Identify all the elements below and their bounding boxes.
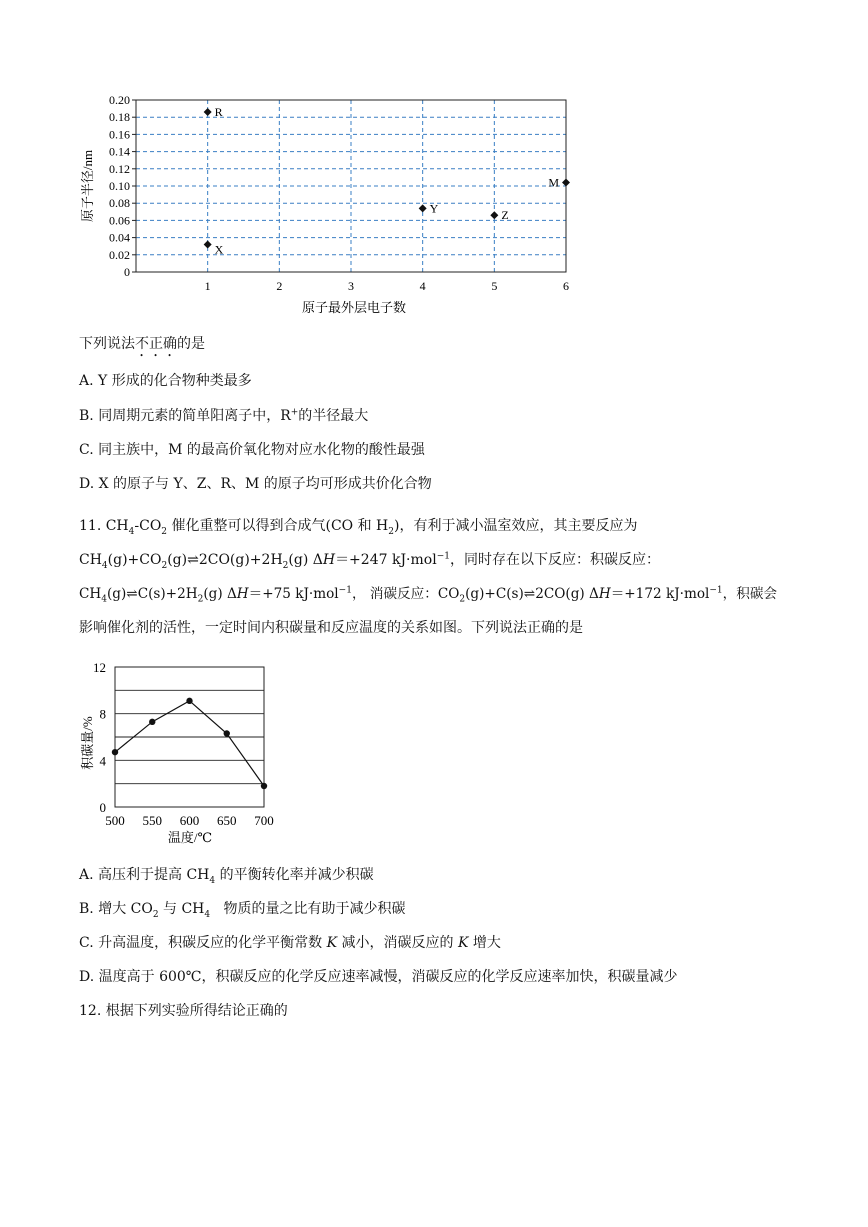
y-tick-label: 0.10 xyxy=(109,179,130,193)
y-tick-label: 0.08 xyxy=(109,196,130,211)
q11-option-b: B. 增大 $CO_2$ 与 $CH_4$ 物质的量之比有助于减少积碳 xyxy=(79,901,406,920)
q10-stem-pre: 下列说法 xyxy=(79,336,135,352)
q12-stem: 12. 根据下列实验所得结论正确的 xyxy=(79,1003,288,1019)
chart1-xlabel: 原子最外层电子数 xyxy=(301,300,407,315)
chart2-ylabel: 积碳量/% xyxy=(80,716,95,770)
point-m xyxy=(562,179,570,187)
y-tick-label: 0 xyxy=(99,800,106,815)
q10-option-c: C. 同主族中，M 的最高价氧化物对应水化物的酸性最强 xyxy=(79,442,425,458)
x-tick-label: 5 xyxy=(491,279,498,293)
carbon-deposition-chart xyxy=(78,656,288,851)
x-tick-label: 3 xyxy=(348,279,354,293)
y-tick-label: 0.16 xyxy=(109,127,130,142)
atomic-radius-chart xyxy=(70,88,590,323)
y-tick-label: 0.14 xyxy=(109,144,130,159)
q10-b-post: 的半径最大 xyxy=(298,408,369,424)
q11-line-2: $CH_4(g)+CO_2(g)\rightleftharpoons 2CO(g)+2H_2(g)$ ΔH＝+247 kJ·mol$^{-1}$，同时存在以下反应：积碳反应： xyxy=(79,551,660,571)
x-tick-label: 6 xyxy=(563,279,569,293)
x-tick-label: 550 xyxy=(142,813,162,828)
y-tick-label: 4 xyxy=(99,753,106,769)
point-y xyxy=(419,204,427,212)
q10-stem xyxy=(79,334,205,360)
data-point xyxy=(261,783,267,789)
q11-option-d: D. 温度高于 600℃，积碳反应的化学反应速率减慢，消碳反应的化学反应速率加快，积碳量减少 xyxy=(79,969,678,985)
x-tick-label: 500 xyxy=(105,813,125,828)
x-tick-label: 4 xyxy=(419,279,426,293)
y-tick-label: 0.18 xyxy=(109,110,130,125)
x-tick-label: 650 xyxy=(217,813,237,828)
chart2-xlabel: 温度/℃ xyxy=(167,830,213,845)
y-tick-label: 0.02 xyxy=(109,247,130,262)
point-label-m: M xyxy=(548,175,559,190)
point-label-x: X xyxy=(214,242,224,257)
q11-line-4: 影响催化剂的活性，一定时间内积碳量和反应温度的关系如图。下列说法正确的是 xyxy=(79,620,583,636)
x-tick-label: 700 xyxy=(254,813,274,828)
point-x xyxy=(204,240,212,248)
point-label-z: Z xyxy=(501,208,509,223)
q10-option-a: A. Y 形成的化合物种类最多 xyxy=(79,373,252,389)
data-point xyxy=(112,749,118,755)
y-tick-label: 0.06 xyxy=(109,213,130,228)
point-label-r: R xyxy=(214,105,223,120)
x-tick-label: 2 xyxy=(276,279,283,293)
y-tick-label: 12 xyxy=(93,660,106,675)
q10-b-pre: B. 同周期元素的简单阳离子中，R xyxy=(79,408,291,424)
q11-line-1: 11. $CH_4-CO_2$ 催化重整可以得到合成气(CO 和 $H_2$)，有利于减小温室效应，其主要反应为 xyxy=(79,518,638,537)
q10-stem-emphasis: 不正确 xyxy=(135,336,177,352)
q10-option-b xyxy=(79,406,368,426)
point-z xyxy=(490,211,498,219)
q10-option-d: D. X 的原子与 Y、Z、R、M 的原子均可形成共价化合物 xyxy=(79,476,432,492)
point-r xyxy=(204,108,212,116)
y-tick-label: 0.04 xyxy=(109,230,130,245)
y-tick-label: 0.12 xyxy=(109,161,130,176)
q11-option-c: C. 升高温度，积碳反应的化学平衡常数 K 减小，消碳反应的 K 增大 xyxy=(79,935,501,951)
data-point xyxy=(186,698,192,704)
x-tick-label: 600 xyxy=(179,813,200,828)
y-tick-label: 0.20 xyxy=(109,93,130,107)
data-point xyxy=(224,730,230,736)
chart1-ylabel: 原子半径/nm xyxy=(80,149,95,223)
x-tick-label: 1 xyxy=(204,279,211,293)
q10-stem-post: 的是 xyxy=(177,336,205,352)
data-point xyxy=(149,719,155,725)
q11-line-3: $CH_4(g)\rightleftharpoons C(s)+2H_2(g)$ ΔH＝+75 kJ·mol$^{-1}$， 消碳反应：$CO_2(g)+C(s)\rightleftharpoons 2CO(g)$ ΔH＝+172 kJ·mol$^{-1}$，积碳会 xyxy=(79,585,778,605)
y-tick-label: 0 xyxy=(124,265,130,279)
q11-option-a: A. 高压利于提高 $CH_4$ 的平衡转化率并减少积碳 xyxy=(79,867,374,886)
q10-b-sup: + xyxy=(290,407,299,418)
point-label-y: Y xyxy=(429,201,439,216)
y-tick-label: 8 xyxy=(99,706,106,722)
